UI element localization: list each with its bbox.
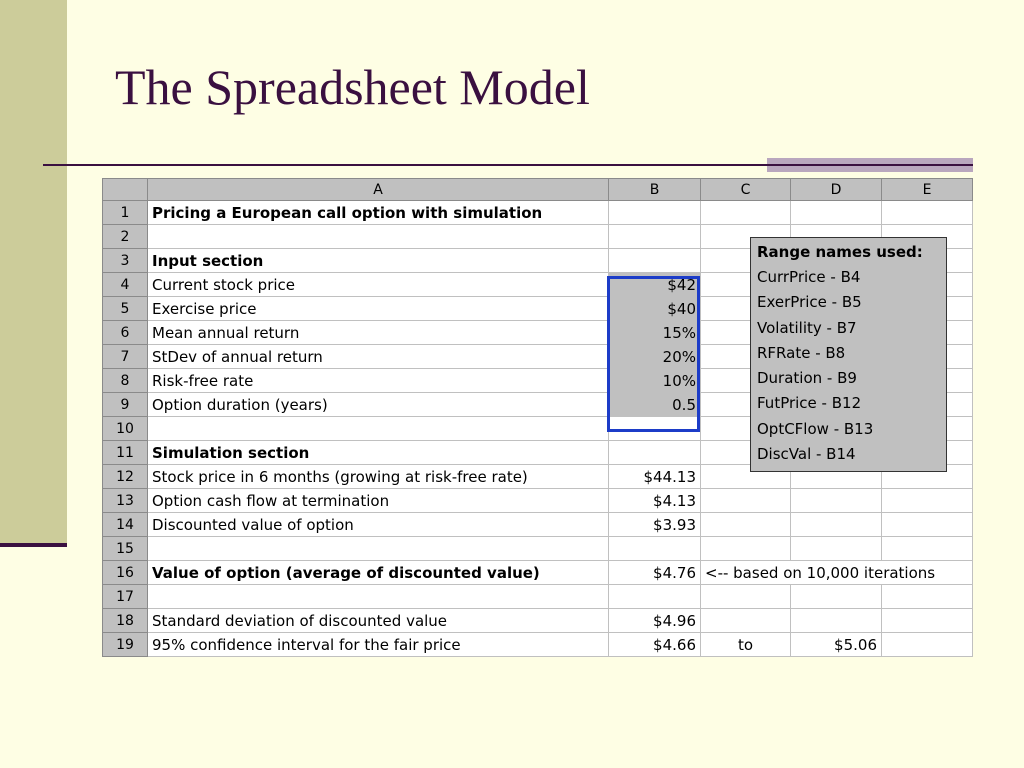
cell-b10[interactable]: [609, 417, 701, 441]
column-header-c[interactable]: C: [701, 179, 791, 201]
column-header-e[interactable]: E: [882, 179, 973, 201]
row-header[interactable]: 17: [103, 585, 148, 609]
column-header-a[interactable]: A: [148, 179, 609, 201]
cell-b9[interactable]: 0.5: [609, 393, 701, 417]
cell-c15[interactable]: [701, 537, 791, 561]
cell-e1[interactable]: [882, 201, 973, 225]
cell-b11[interactable]: [609, 441, 701, 465]
cell-e14[interactable]: [882, 513, 973, 537]
cell-a9[interactable]: Option duration (years): [148, 393, 609, 417]
cell-b4[interactable]: $42: [609, 273, 701, 297]
range-name-item: Volatility - B7: [757, 318, 857, 337]
cell-c13[interactable]: [701, 489, 791, 513]
cell-d14[interactable]: [791, 513, 882, 537]
cell-a15[interactable]: [148, 537, 609, 561]
cell-b7[interactable]: 20%: [609, 345, 701, 369]
cell-a1[interactable]: Pricing a European call option with simulation: [148, 201, 609, 225]
cell-a6[interactable]: Mean annual return: [148, 321, 609, 345]
cell-e13[interactable]: [882, 489, 973, 513]
row-header[interactable]: 15: [103, 537, 148, 561]
row-header[interactable]: 9: [103, 393, 148, 417]
cell-c1[interactable]: [701, 201, 791, 225]
range-names-title: Range names used:: [757, 243, 923, 261]
cell-d18[interactable]: [791, 609, 882, 633]
cell-a18[interactable]: Standard deviation of discounted value: [148, 609, 609, 633]
table-row: [103, 609, 973, 633]
cell-c14[interactable]: [701, 513, 791, 537]
cell-b14[interactable]: $3.93: [609, 513, 701, 537]
cell-d19[interactable]: $5.06: [791, 633, 882, 657]
select-all-corner[interactable]: [103, 179, 148, 201]
cell-a19[interactable]: 95% confidence interval for the fair price: [148, 633, 609, 657]
range-name-item: RFRate - B8: [757, 343, 846, 362]
cell-d15[interactable]: [791, 537, 882, 561]
cell-a5[interactable]: Exercise price: [148, 297, 609, 321]
range-name-item: CurrPrice - B4: [757, 268, 861, 286]
cell-a13[interactable]: Option cash flow at termination: [148, 489, 609, 513]
cell-a12[interactable]: Stock price in 6 months (growing at risk-free rate): [148, 465, 609, 489]
cell-a2[interactable]: [148, 225, 609, 249]
row-header[interactable]: 4: [103, 273, 148, 297]
column-header-d[interactable]: D: [791, 179, 882, 201]
cell-d1[interactable]: [791, 201, 882, 225]
cell-e19[interactable]: [882, 633, 973, 657]
row-header[interactable]: 10: [103, 417, 148, 441]
range-name-item: OptCFlow - B13: [757, 419, 874, 438]
cell-e18[interactable]: [882, 609, 973, 633]
table-row: [103, 201, 973, 225]
row-header[interactable]: 2: [103, 225, 148, 249]
cell-b5[interactable]: $40: [609, 297, 701, 321]
cell-a11[interactable]: Simulation section: [148, 441, 609, 465]
range-name-item: ExerPrice - B5: [757, 293, 862, 312]
cell-b18[interactable]: $4.96: [609, 609, 701, 633]
row-header[interactable]: 7: [103, 345, 148, 369]
table-row: [103, 537, 973, 561]
table-row: [103, 633, 973, 657]
cell-d13[interactable]: [791, 489, 882, 513]
left-accent-bar: [0, 0, 67, 545]
cell-a16[interactable]: Value of option (average of discounted value): [148, 561, 609, 585]
cell-a4[interactable]: Current stock price: [148, 273, 609, 297]
row-header[interactable]: 12: [103, 465, 148, 489]
cell-d17[interactable]: [791, 585, 882, 609]
cell-b8[interactable]: 10%: [609, 369, 701, 393]
cell-b17[interactable]: [609, 585, 701, 609]
row-header[interactable]: 16: [103, 561, 148, 585]
row-header[interactable]: 5: [103, 297, 148, 321]
table-row: [103, 489, 973, 513]
cell-b3[interactable]: [609, 249, 701, 273]
cell-a14[interactable]: Discounted value of option: [148, 513, 609, 537]
cell-a17[interactable]: [148, 585, 609, 609]
cell-a3[interactable]: Input section: [148, 249, 609, 273]
cell-b15[interactable]: [609, 537, 701, 561]
column-header-b[interactable]: B: [609, 179, 701, 201]
table-row: [103, 513, 973, 537]
cell-b13[interactable]: $4.13: [609, 489, 701, 513]
cell-c17[interactable]: [701, 585, 791, 609]
range-name-item: FutPrice - B12: [757, 394, 862, 413]
cell-e17[interactable]: [882, 585, 973, 609]
row-header[interactable]: 14: [103, 513, 148, 537]
cell-c19[interactable]: to: [701, 633, 791, 657]
title-rule-accent: [767, 158, 973, 172]
row-header[interactable]: 8: [103, 369, 148, 393]
cell-a10[interactable]: [148, 417, 609, 441]
cell-b1[interactable]: [609, 201, 701, 225]
cell-c16[interactable]: <-- based on 10,000 iterations: [701, 561, 973, 585]
row-header[interactable]: 1: [103, 201, 148, 225]
slide-title: The Spreadsheet Model: [115, 59, 590, 115]
range-name-item: Duration - B9: [757, 369, 857, 388]
cell-b2[interactable]: [609, 225, 701, 249]
cell-b16[interactable]: $4.76: [609, 561, 701, 585]
cell-e15[interactable]: [882, 537, 973, 561]
table-row: [103, 561, 973, 585]
left-accent-rule: [0, 543, 67, 547]
row-header[interactable]: 11: [103, 441, 148, 465]
cell-b6[interactable]: 15%: [609, 321, 701, 345]
row-header[interactable]: 18: [103, 609, 148, 633]
cell-c18[interactable]: [701, 609, 791, 633]
cell-a8[interactable]: Risk-free rate: [148, 369, 609, 393]
range-name-item: DiscVal - B14: [757, 445, 856, 464]
column-header-row: [103, 179, 973, 201]
row-header[interactable]: 19: [103, 633, 148, 657]
cell-a7[interactable]: StDev of annual return: [148, 345, 609, 369]
table-row: [103, 585, 973, 609]
row-header[interactable]: 13: [103, 489, 148, 513]
range-names-textbox[interactable]: [750, 237, 947, 472]
cell-b19[interactable]: $4.66: [609, 633, 701, 657]
row-header[interactable]: 3: [103, 249, 148, 273]
cell-b12[interactable]: $44.13: [609, 465, 701, 489]
row-header[interactable]: 6: [103, 321, 148, 345]
